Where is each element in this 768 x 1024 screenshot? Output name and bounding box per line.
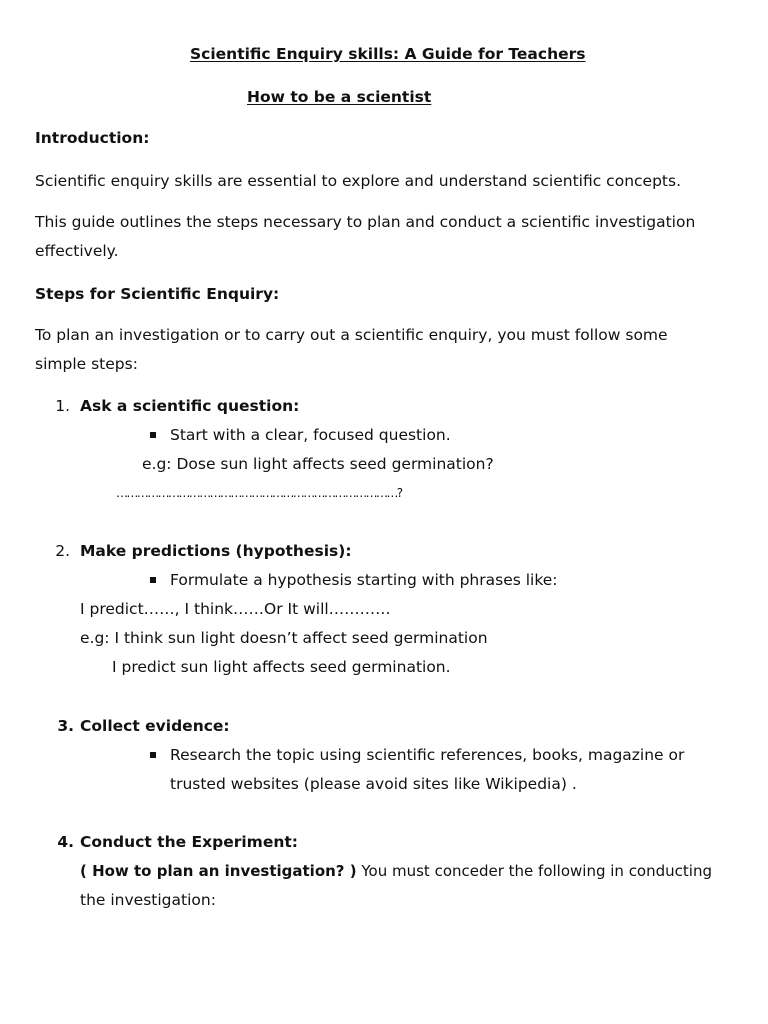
step-2-heading: Make predictions (hypothesis): — [80, 542, 352, 560]
step-4-subheading: ( How to plan an investigation? ) — [80, 862, 357, 880]
steps-intro-line-1: To plan an investigation or to carry out a scientific enquiry, you must follow some — [35, 326, 668, 344]
step-2-example-2: I predict sun light affects seed germination. — [112, 658, 451, 676]
step-1-blank-line: ………………………………………………………………………? — [116, 486, 402, 500]
bullet-icon — [150, 432, 156, 438]
document-subtitle: How to be a scientist — [247, 88, 432, 106]
step-1-heading: Ask a scientific question: — [80, 397, 300, 415]
step-1-bullet: Start with a clear, focused question. — [170, 426, 451, 444]
step-1-number: 1. — [55, 397, 70, 415]
step-4-line-2: the investigation: — [80, 891, 216, 909]
introduction-heading: Introduction: — [35, 129, 150, 147]
intro-paragraph-2-line-1: This guide outlines the steps necessary to plan and conduct a scientific investigation — [35, 213, 696, 231]
steps-intro-line-2: simple steps: — [35, 355, 138, 373]
document-title: Scientific Enquiry skills: A Guide for Teachers — [190, 45, 586, 63]
step-3-heading: Collect evidence: — [80, 717, 230, 735]
step-3-bullet-line-1: Research the topic using scientific references, books, magazine or — [170, 746, 685, 764]
step-4-text: You must conceder the following in conducting — [356, 862, 712, 880]
steps-heading: Steps for Scientific Enquiry: — [35, 285, 280, 303]
step-2-example-1: e.g: I think sun light doesn’t affect seed germination — [80, 629, 488, 647]
step-2-number: 2. — [55, 542, 70, 560]
bullet-icon — [150, 752, 156, 758]
step-3-bullet-line-2: trusted websites (please avoid sites like Wikipedia) . — [170, 775, 577, 793]
step-2-bullet: Formulate a hypothesis starting with phrases like: — [170, 571, 558, 589]
bullet-icon — [150, 577, 156, 583]
step-2-phrases: I predict……, I think……Or It will………… — [80, 600, 391, 618]
step-4-line-1 — [80, 861, 712, 881]
step-3-number: 3. — [57, 717, 74, 735]
step-4-heading: Conduct the Experiment: — [80, 833, 298, 851]
step-1-example: e.g: Dose sun light affects seed germination? — [142, 455, 494, 473]
intro-paragraph-2-line-2: effectively. — [35, 242, 119, 260]
intro-paragraph-1: Scientific enquiry skills are essential to explore and understand scientific concepts. — [35, 172, 681, 190]
step-4-number: 4. — [57, 833, 74, 851]
